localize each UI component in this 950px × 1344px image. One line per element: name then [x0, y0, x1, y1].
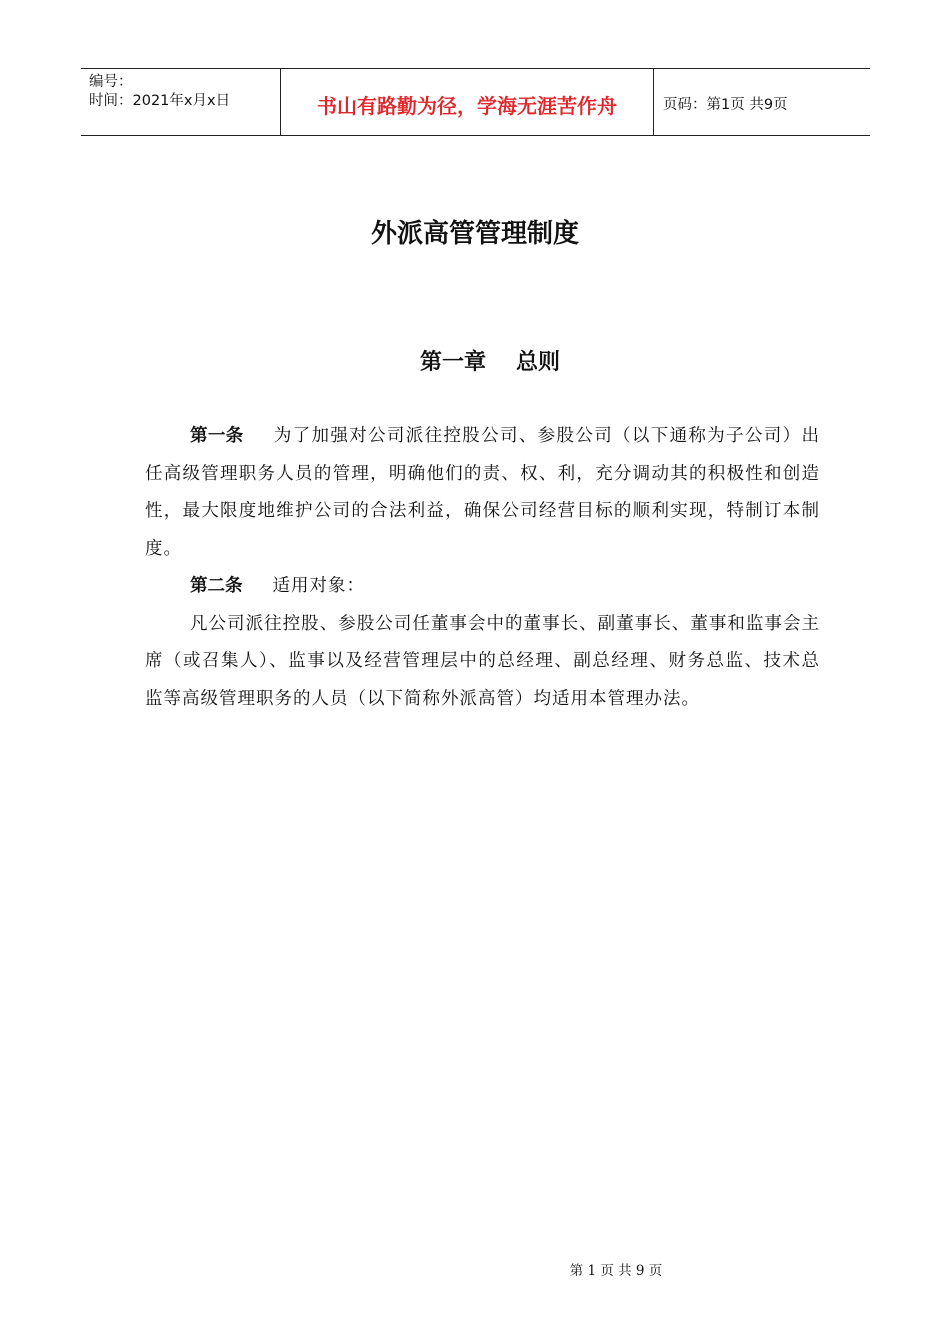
article-paragraph [145, 418, 820, 568]
article-paragraph [145, 568, 820, 606]
chapter-number: 第一章 [419, 350, 486, 375]
document-body [145, 418, 820, 718]
article-detail-paragraph: 凡公司派往控股、参股公司任董事会中的董事长、副董事长、董事和监事会主席（或召集人）、监事以及经营管理层中的总经理、副总经理、财务总监、技术总监等高级管理职务的人员（以下简称外派高管）均适用本管理办法。 [145, 613, 820, 709]
document-header [81, 68, 870, 136]
article-text: 适用对象： [272, 576, 365, 596]
header-time-label: 时间：2021年x月x日 [89, 93, 231, 109]
header-number-label: 编号： [89, 74, 133, 90]
article-text: 为了加强对公司派往控股公司、参股公司（以下通称为子公司）出任高级管理职务人员的管理，明确他们的责、权、利，充分调动其的积极性和创造性，最大限度地维护公司的合法利益，确保公司经营目标的顺利实现，特制订本制度。 [145, 426, 820, 559]
chapter-name: 总则 [516, 350, 561, 375]
header-meta-cell [81, 69, 281, 135]
chapter-heading [0, 343, 950, 383]
header-page-info: 页码：第1页 共9页 [663, 96, 788, 113]
page-footer: 第 1 页 共 9 页 [569, 1263, 663, 1279]
article-number: 第一条 [190, 426, 244, 446]
document-title: 外派高管管理制度 [370, 219, 579, 249]
header-motto: 书山有路勤为径，学海无涯苦作舟 [281, 69, 654, 135]
article-number: 第二条 [190, 576, 243, 596]
